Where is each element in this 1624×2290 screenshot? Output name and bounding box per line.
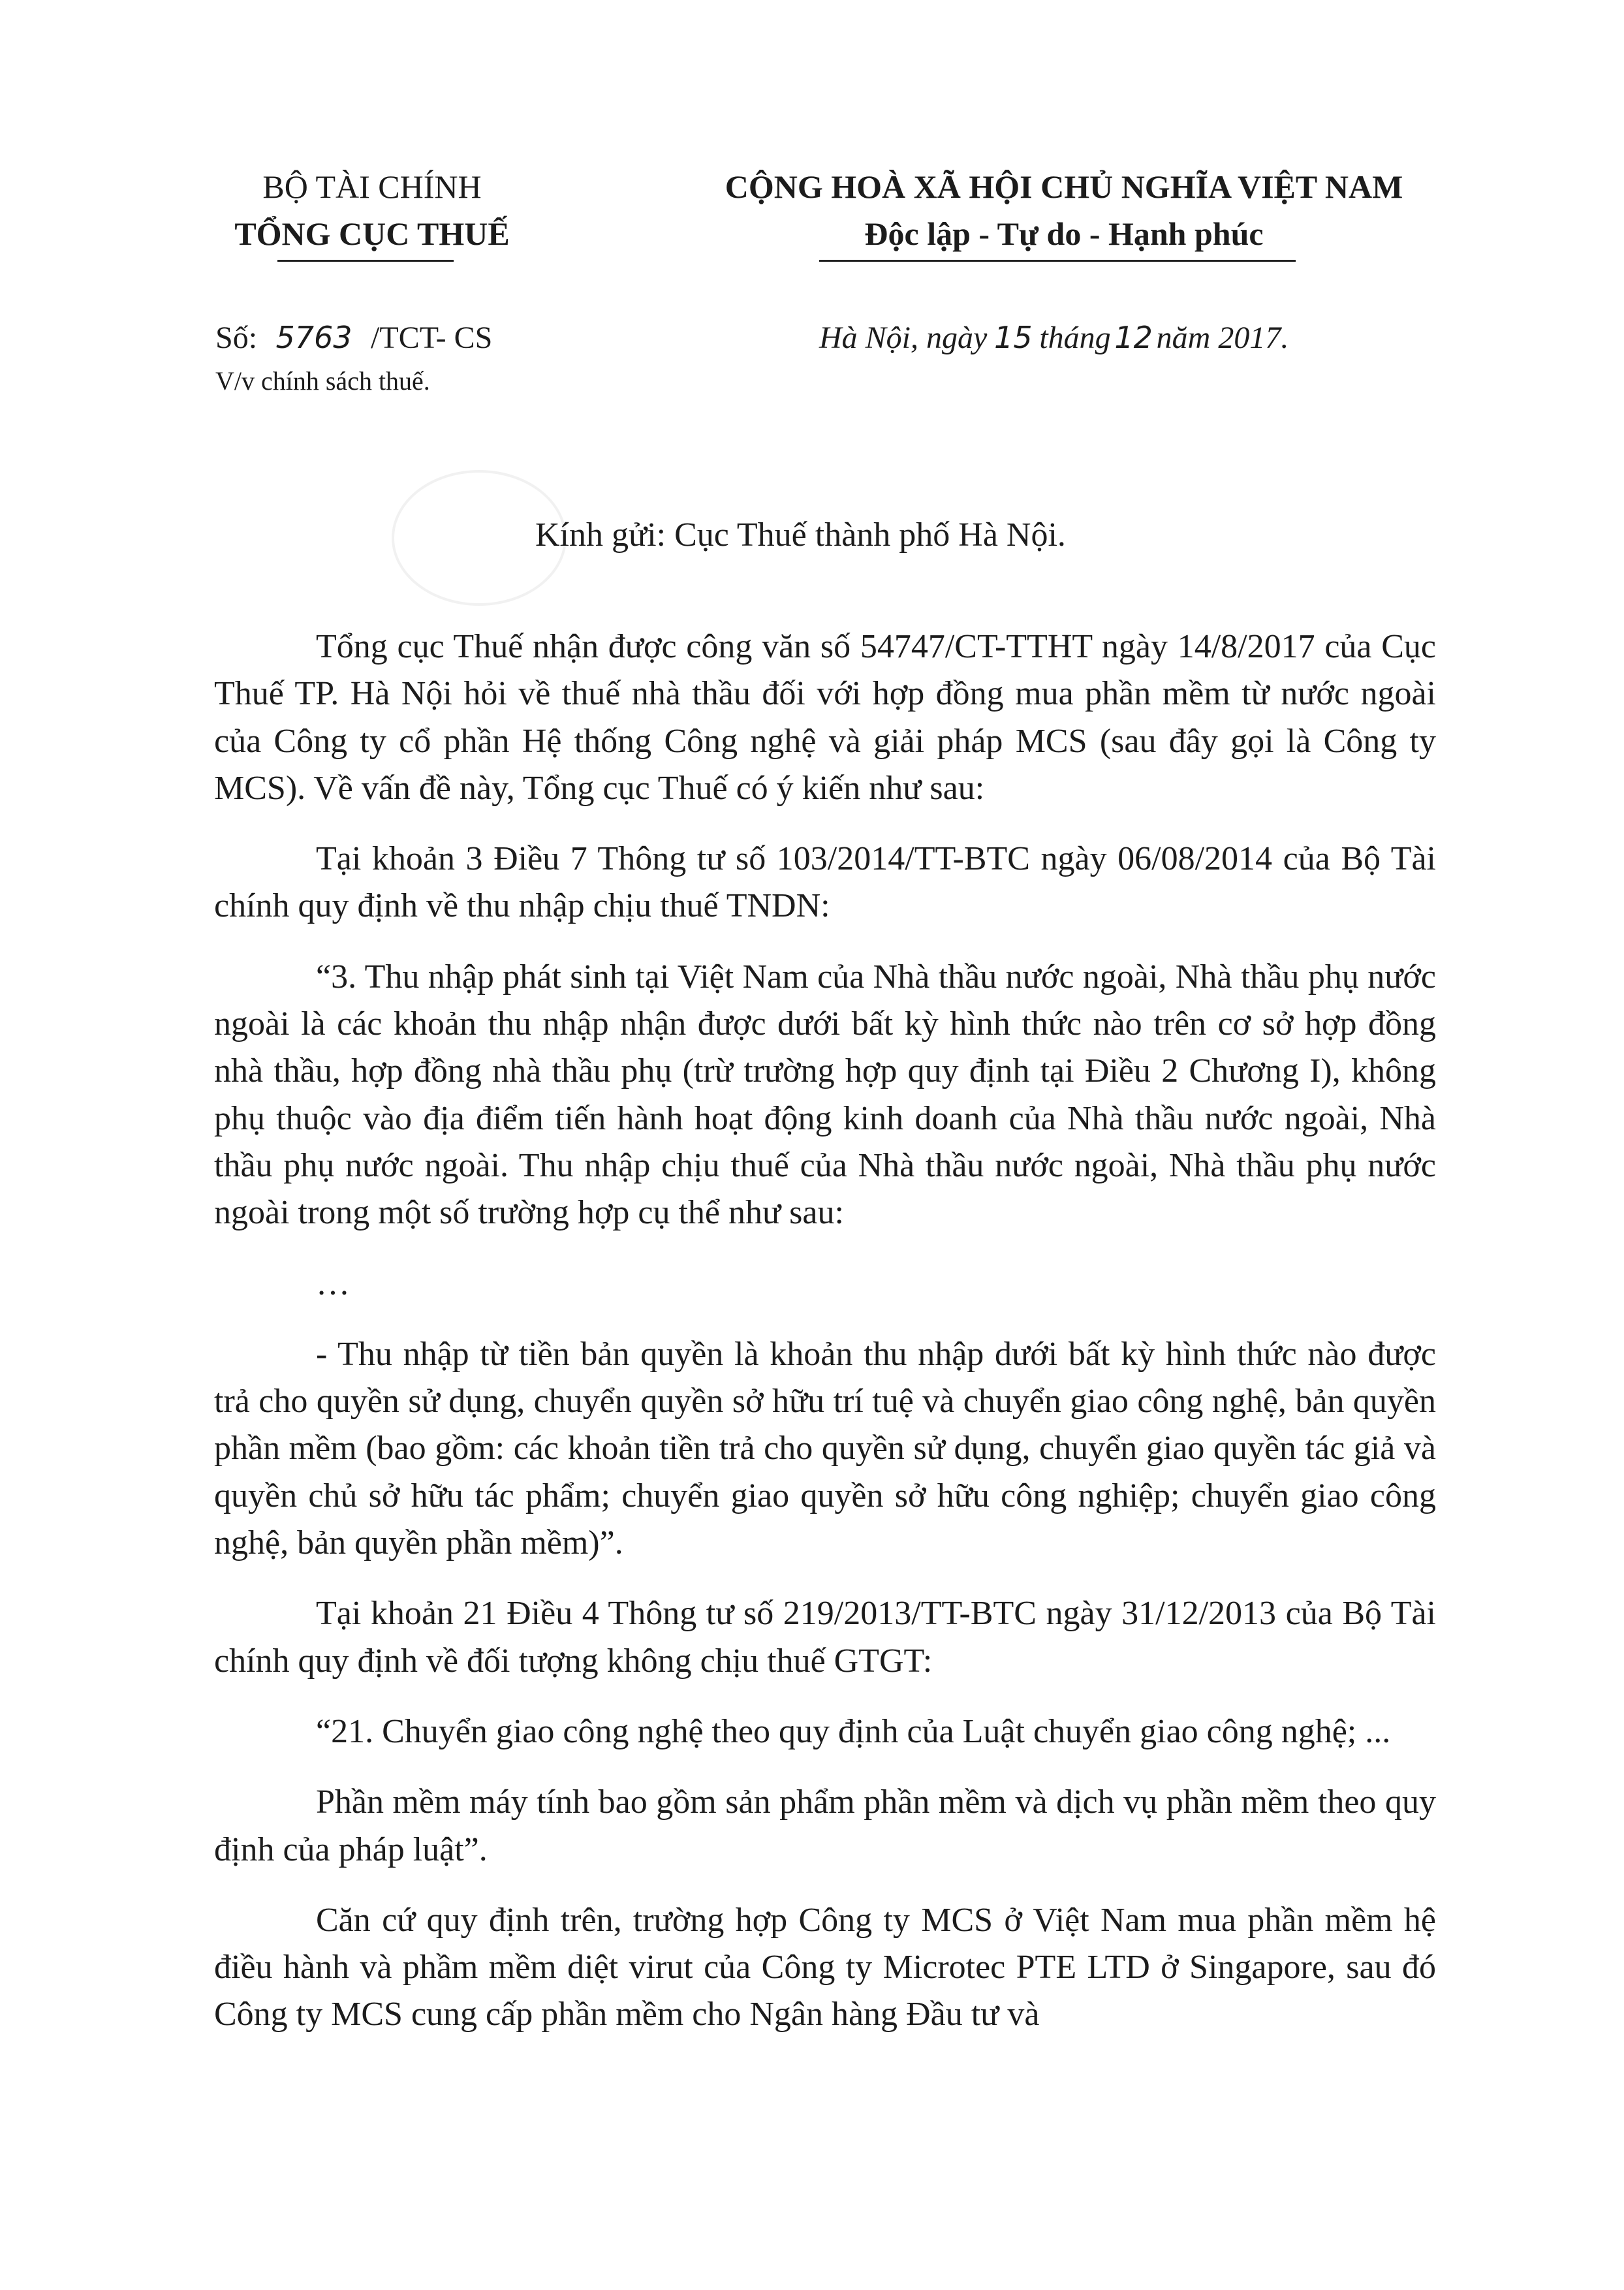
doc-subject: V/v chính sách thuế. bbox=[215, 366, 430, 396]
national-header bbox=[672, 163, 1456, 257]
national-motto: Độc lập - Tự do - Hạnh phúc bbox=[864, 215, 1264, 252]
republic-title: CỘNG HOÀ XÃ HỘI CHỦ NGHĨA VIỆT NAM bbox=[725, 168, 1403, 205]
doc-number-label: Số: bbox=[215, 321, 258, 355]
handwritten-day: 15 bbox=[994, 320, 1033, 355]
issuer-underline bbox=[277, 260, 454, 262]
body-paragraph: Tại khoản 3 Điều 7 Thông tư số 103/2014/TT-BTC ngày 06/08/2014 của Bộ Tài chính quy định về thu nhập chịu thuế TNDN: bbox=[214, 840, 1436, 925]
doc-number-line bbox=[215, 320, 492, 356]
quoted-paragraph: “21. Chuyển giao công nghệ theo quy định của Luật chuyển giao công nghệ; ... bbox=[316, 1712, 1391, 1750]
quoted-paragraph: Phần mềm máy tính bao gồm sản phẩm phần mềm và dịch vụ phần mềm theo quy định của pháp luật”. bbox=[214, 1783, 1436, 1868]
body-paragraph: Tại khoản 21 Điều 4 Thông tư số 219/2013/TT-BTC ngày 31/12/2013 của Bộ Tài chính quy định về đối tượng không chịu thuế GTGT: bbox=[214, 1595, 1436, 1680]
ellipsis-line: … bbox=[316, 1264, 350, 1302]
ministry-name: BỘ TÀI CHÍNH bbox=[262, 168, 482, 205]
date-prefix: Hà Nội, ngày bbox=[819, 321, 988, 355]
motto-underline bbox=[819, 260, 1296, 262]
date-month-label: tháng bbox=[1039, 321, 1111, 355]
letter-body bbox=[214, 623, 1436, 2039]
handwritten-doc-number: 5763 bbox=[275, 320, 352, 355]
recipient-line: Kính gửi: Cục Thuế thành phố Hà Nội. bbox=[535, 516, 1066, 554]
handwritten-month: 12 bbox=[1114, 320, 1153, 355]
date-year: năm 2017. bbox=[1156, 321, 1289, 355]
quoted-paragraph: - Thu nhập từ tiền bản quyền là khoản thu nhập dưới bất kỳ hình thức nào được trả cho quyền sử dụng, chuyển quyền sở hữu trí tuệ và chuyển giao công nghệ, bản quyền phần mềm (bao gồm: các khoản tiền trả cho quyền sử dụng, chuyển giao quyền tác giả và quyền chủ sở hữu tác phẩm; chuyển giao quyền sở hữu công nghiệp; chuyển giao công nghệ, bản quyền phần mềm)”. bbox=[214, 1335, 1436, 1562]
body-paragraph: Căn cứ quy định trên, trường hợp Công ty MCS ở Việt Nam mua phần mềm hệ điều hành và phầm mềm diệt virut của Công ty Microtec PTE LTD ở Singapore, sau đó Công ty MCS cung cấp phần mềm cho Ngân hàng Đầu tư và bbox=[214, 1901, 1436, 2033]
body-paragraph: Tổng cục Thuế nhận được công văn số 54747/CT-TTHT ngày 14/8/2017 của Cục Thuế TP. Hà Nội hỏi về thuế nhà thầu đối với hợp đồng mua phần mềm từ nước ngoài của Công ty cổ phần Hệ thống Công nghệ và giải pháp MCS (sau đây gọi là Công ty MCS). Về vấn đề này, Tổng cục Thuế có ý kiến như sau: bbox=[214, 628, 1436, 807]
quoted-paragraph: “3. Thu nhập phát sinh tại Việt Nam của Nhà thầu nước ngoài, Nhà thầu phụ nước ngoài là các khoản thu nhập nhận được dưới bất kỳ hình thức nào trên cơ sở hợp đồng nhà thầu, hợp đồng nhà thầu phụ (trừ trường hợp quy định tại Điều 2 Chương I), không phụ thuộc vào địa điểm tiến hành hoạt động kinh doanh của Nhà thầu nước ngoài, Nhà thầu phụ nước ngoài. Thu nhập chịu thuế của Nhà thầu nước ngoài, Nhà thầu phụ nước ngoài trong một số trường hợp cụ thể như sau: bbox=[214, 958, 1436, 1232]
issue-date bbox=[819, 320, 1288, 356]
department-name: TỔNG CỤC THUẾ bbox=[234, 215, 510, 252]
doc-number-suffix: /TCT- CS bbox=[371, 321, 493, 355]
issuer-block bbox=[189, 163, 555, 257]
